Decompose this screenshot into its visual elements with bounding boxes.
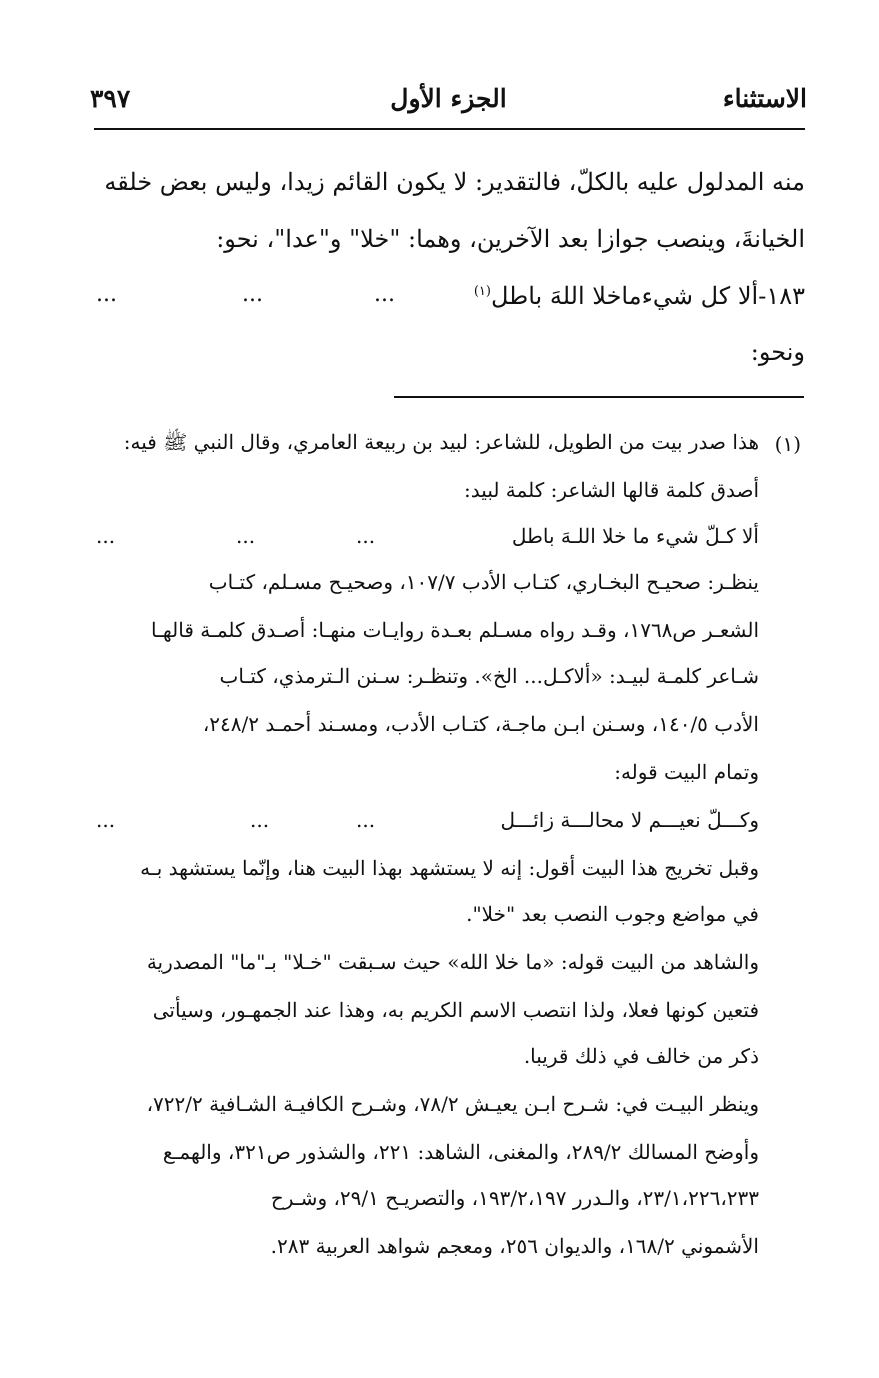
footnote-line: ذكر من خالف في ذلك قريبا. [523, 1044, 759, 1068]
verse-ellipsis: ... [250, 808, 270, 832]
body-line: ونحو: [750, 338, 805, 366]
body-line: الخيانةَ، وينصب جوازا بعد الآخرين، وهما: "خلا" و"عدا"، نحو: [216, 225, 805, 253]
footnote-line: الأدب ١٤٠/٥، وسـنن ابـن ماجـة، كتـاب الأدب، ومسـند أحمـد ٢٤٨/٢، [202, 712, 759, 736]
body-line: منه المدلول عليه بالكلّ، فالتقدير: لا يكون القائم زيدا، وليس بعض خلقه [104, 168, 805, 196]
verse-ellipsis: ... [236, 524, 256, 548]
footnote-line: فتعين كونها فعلا، ولذا انتصب الاسم الكريم به، وهذا عند الجمهـور، وسيأتى [152, 998, 759, 1022]
footnote-line: وينظر البيـت في: شـرح ابـن يعيـش ٧٨/٢، وشـرح الكافيـة الشـافية ٧٢٢/٢، [146, 1092, 759, 1116]
footnote-verse: ألا كـلّ شيء ما خلا اللـهَ باطل [511, 524, 759, 548]
footnote-line: شـاعر كلمـة لبيـد: «ألاكـل... الخ». وتنظـر: سـنن الـترمذي، كتـاب [219, 664, 759, 688]
footnote-line: والشاهد من البيت قوله: «ما خلا الله» حيث سـبقت "خـلا" بـ"ما" المصدرية [146, 950, 759, 974]
part-title: الجزء الأول [390, 84, 507, 113]
chapter-title: الاستثناء [722, 84, 807, 113]
page-number: ٣٩٧ [90, 84, 131, 113]
header-rule [94, 128, 805, 130]
footnote-line: هذا صدر بيت من الطويل، للشاعر: لبيد بن ربيعة العامري، وقال النبي ﷺ فيه: [123, 430, 759, 454]
verse-ellipsis: ... [96, 282, 117, 307]
footnote-line: وتمام البيت قوله: [614, 760, 759, 784]
footnote-separator [394, 396, 804, 398]
verse-line: ١٨٣-ألا كل شيءماخلا اللهَ باطل$^{(١)}$ [473, 282, 805, 310]
footnote-number: (١) [774, 432, 801, 456]
verse-ellipsis: ... [356, 524, 376, 548]
footnote-ref: (١) [473, 284, 491, 299]
footnote-line: وأوضح المسالك ٢٨٩/٢، والمغنى، الشاهد: ٢٢١، والشذور ص٣٢١، والهمـع [162, 1140, 759, 1164]
footnote-verse: وكـــلّ نعيـــم لا محالـــة زائـــل [500, 808, 759, 832]
footnote-line: الشعـر ص١٧٦٨، وقـد رواه مسـلم بعـدة روايـات منهـا: أصـدق كلمـة قالهـا [150, 618, 759, 642]
verse-ellipsis: ... [242, 282, 263, 307]
verse-ellipsis: ... [374, 282, 395, 307]
footnote-line: الأشموني ١٦٨/٢، والديوان ٢٥٦، ومعجم شواهد العربية ٢٨٣. [270, 1234, 759, 1258]
verse-ellipsis: ... [96, 808, 116, 832]
footnote-line: في مواضع وجوب النصب بعد "خلا". [466, 902, 759, 926]
footnote-line: ينظـر: صحيـح البخـاري، كتـاب الأدب ١٠٧/٧، وصحيـح مسـلم، كتـاب [208, 570, 759, 594]
footnote-line: أصدق كلمة قالها الشاعر: كلمة لبيد: [464, 478, 759, 502]
footnote-line: وقبل تخريج هذا البيت أقول: إنه لا يستشهد بهذا البيت هنا، وإنّما يستشهد بـه [140, 856, 759, 880]
verse-ellipsis: ... [96, 524, 116, 548]
footnote-line: ٢٣/١،٢٢٦،٢٣٣، والـدرر ١٩٣/٢،١٩٧، والتصريـح ٢٩/١، وشـرح [270, 1186, 759, 1210]
page-header [90, 84, 807, 124]
verse-ellipsis: ... [356, 808, 376, 832]
